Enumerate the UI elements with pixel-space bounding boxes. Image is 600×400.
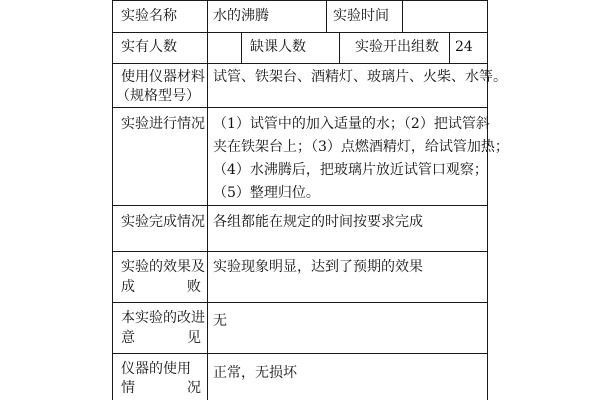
groups-label: 实验开出组数 [355, 39, 439, 55]
experiment-name-label: 实验名称 [121, 8, 177, 24]
cell-divider [339, 32, 340, 63]
process-line-4: （5）整理归位。 [213, 185, 320, 201]
table-border-top [112, 0, 488, 1]
improve-value: 无 [213, 313, 227, 329]
row-divider [112, 205, 488, 206]
effect-label-line2: 成 败 [121, 279, 201, 295]
materials-value: 试管、铁架台、酒精灯、玻璃片、火柴、水等。 [213, 69, 507, 85]
improve-label-line1: 本实验的改进 [121, 310, 205, 326]
equipment-label-line1: 仪器的使用 [121, 361, 191, 377]
effect-label-line1: 实验的效果及 [121, 259, 205, 275]
row-divider [112, 302, 488, 303]
experiment-name-value: 水的沸腾 [213, 8, 269, 24]
equipment-value: 正常，无损坏 [213, 365, 297, 381]
cell-divider [241, 32, 242, 63]
row-divider [112, 251, 488, 252]
process-line-3: （4）水沸腾后，把玻璃片放近试管口观察； [213, 162, 488, 178]
groups-value: 24 [455, 39, 473, 55]
table-border-right [487, 0, 488, 400]
table-border-left [112, 0, 113, 400]
actual-count-label: 实有人数 [121, 39, 177, 55]
process-label: 实验进行情况 [121, 116, 205, 132]
process-line-2: 夹在铁架台上；（3）点燃酒精灯，给试管加热； [213, 139, 509, 155]
cell-divider [326, 0, 327, 32]
label-column-divider [207, 0, 208, 400]
absent-count-label: 缺课人数 [250, 39, 306, 55]
effect-value: 实验现象明显，达到了预期的效果 [213, 259, 423, 275]
row-divider [112, 32, 488, 33]
experiment-time-label: 实验时间 [333, 8, 389, 24]
completion-value: 各组都能在规定的时间按要求完成 [213, 214, 423, 230]
row-divider [112, 63, 488, 64]
cell-divider [449, 32, 450, 63]
completion-label: 实验完成情况 [121, 214, 205, 230]
cell-divider [402, 0, 403, 32]
process-line-1: （1）试管中的加入适量的水；（2）把试管斜 [213, 116, 490, 132]
materials-label-line2: （规格型号） [116, 88, 200, 104]
equipment-label-line2: 情 况 [121, 380, 201, 396]
materials-label-line1: 使用仪器材料 [121, 69, 205, 85]
improve-label-line2: 意 见 [121, 330, 201, 346]
experiment-record-table [112, 0, 509, 400]
row-divider [112, 353, 488, 354]
